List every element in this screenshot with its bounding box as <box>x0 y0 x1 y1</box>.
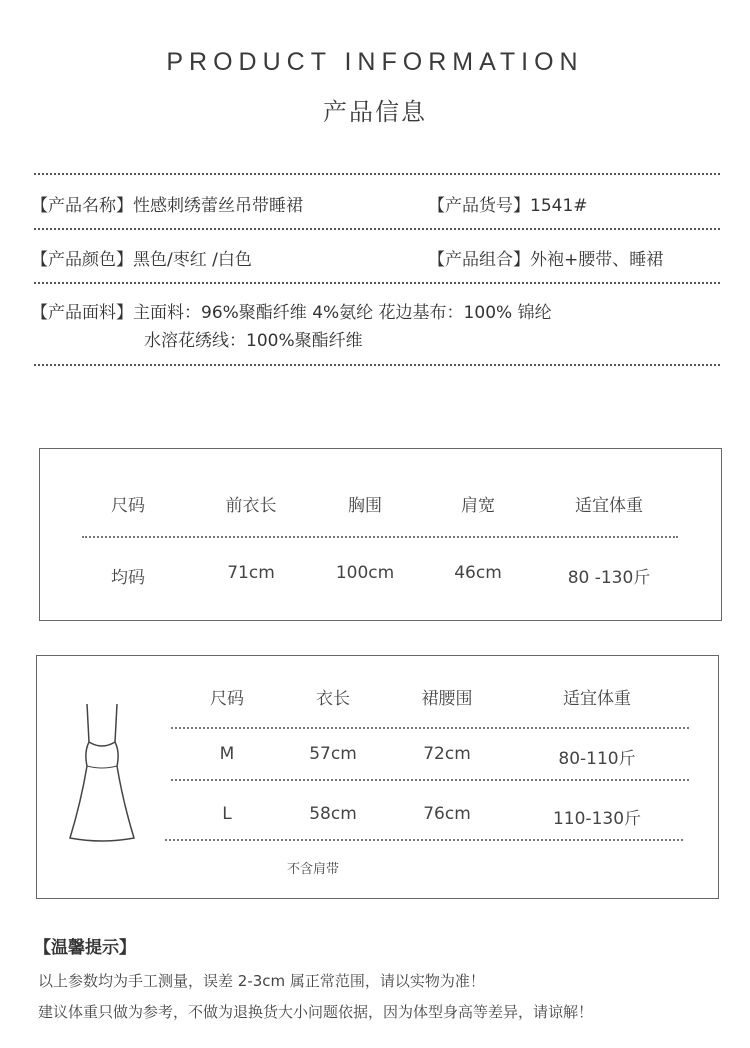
product-name-label: 【产品名称】 <box>31 196 133 216</box>
table-header-cell: 胸围 <box>348 496 382 516</box>
table-cell: 72cm <box>423 744 471 764</box>
table-divider <box>171 727 689 729</box>
product-fabric-label: 【产品面料】 <box>31 303 133 323</box>
table-header-cell: 裙腰围 <box>421 689 473 709</box>
product-code-label: 【产品货号】 <box>428 196 530 216</box>
table-cell: 46cm <box>454 563 502 583</box>
page-title-english: PRODUCT INFORMATION <box>166 48 584 76</box>
table-divider <box>171 779 689 781</box>
product-color-row <box>31 245 252 270</box>
table-note: 不含肩带 <box>287 862 340 877</box>
table-cell: 80 -130斤 <box>567 568 651 588</box>
product-fabric-row <box>31 298 552 323</box>
product-combo-label: 【产品组合】 <box>428 250 530 270</box>
product-code-row <box>428 191 588 216</box>
table-divider <box>165 839 683 841</box>
product-fabric-line2: 水溶花绣线：100%聚酯纤维 <box>144 331 363 351</box>
product-code-value: 1541# <box>530 196 588 216</box>
table-cell: 76cm <box>423 804 471 824</box>
table-header-cell: 适宜体重 <box>575 496 643 516</box>
table-cell: 80-110斤 <box>558 749 636 769</box>
product-fabric-line1: 主面料：96%聚酯纤维 4%氨纶 花边基布：100% 锦纶 <box>133 303 552 323</box>
table-cell: 110-130斤 <box>552 809 642 829</box>
product-combo-value: 外袍+腰带、睡裙 <box>530 250 664 270</box>
table-header-cell: 尺码 <box>111 496 145 516</box>
table-cell: 均码 <box>111 568 145 588</box>
tips-title: 【温馨提示】 <box>34 938 136 958</box>
dress-size-table <box>36 655 719 899</box>
table-header-cell: 肩宽 <box>461 496 495 516</box>
table-header-cell: 衣长 <box>316 689 350 709</box>
table-divider <box>82 536 678 538</box>
tips-line: 以上参数均为手工测量，误差 2-3cm 属正常范围，请以实物为准！ <box>38 972 485 990</box>
table-header-cell: 前衣长 <box>225 496 277 516</box>
table-cell: 100cm <box>335 563 395 583</box>
robe-size-table <box>39 448 722 621</box>
table-cell: 71cm <box>227 563 275 583</box>
table-cell: M <box>219 744 235 764</box>
divider <box>34 228 720 230</box>
table-header-cell: 适宜体重 <box>563 689 631 709</box>
table-cell: 57cm <box>309 744 357 764</box>
divider <box>34 173 720 175</box>
product-combo-row <box>428 245 663 270</box>
page-title-chinese: 产品信息 <box>323 98 427 126</box>
product-name-value: 性感刺绣蕾丝吊带睡裙 <box>133 196 303 216</box>
divider <box>34 364 720 366</box>
divider <box>34 282 720 284</box>
table-header-cell: 尺码 <box>210 689 244 709</box>
product-color-label: 【产品颜色】 <box>31 250 133 270</box>
dress-sketch-icon <box>67 702 137 844</box>
tips-line: 建议体重只做为参考，不做为退换货大小问题依据，因为体型身高等差异，请谅解！ <box>38 1003 594 1021</box>
product-color-value: 黑色/枣红 /白色 <box>133 250 252 270</box>
product-name-row <box>31 191 303 216</box>
table-cell: 58cm <box>309 804 357 824</box>
table-cell: L <box>222 804 232 824</box>
